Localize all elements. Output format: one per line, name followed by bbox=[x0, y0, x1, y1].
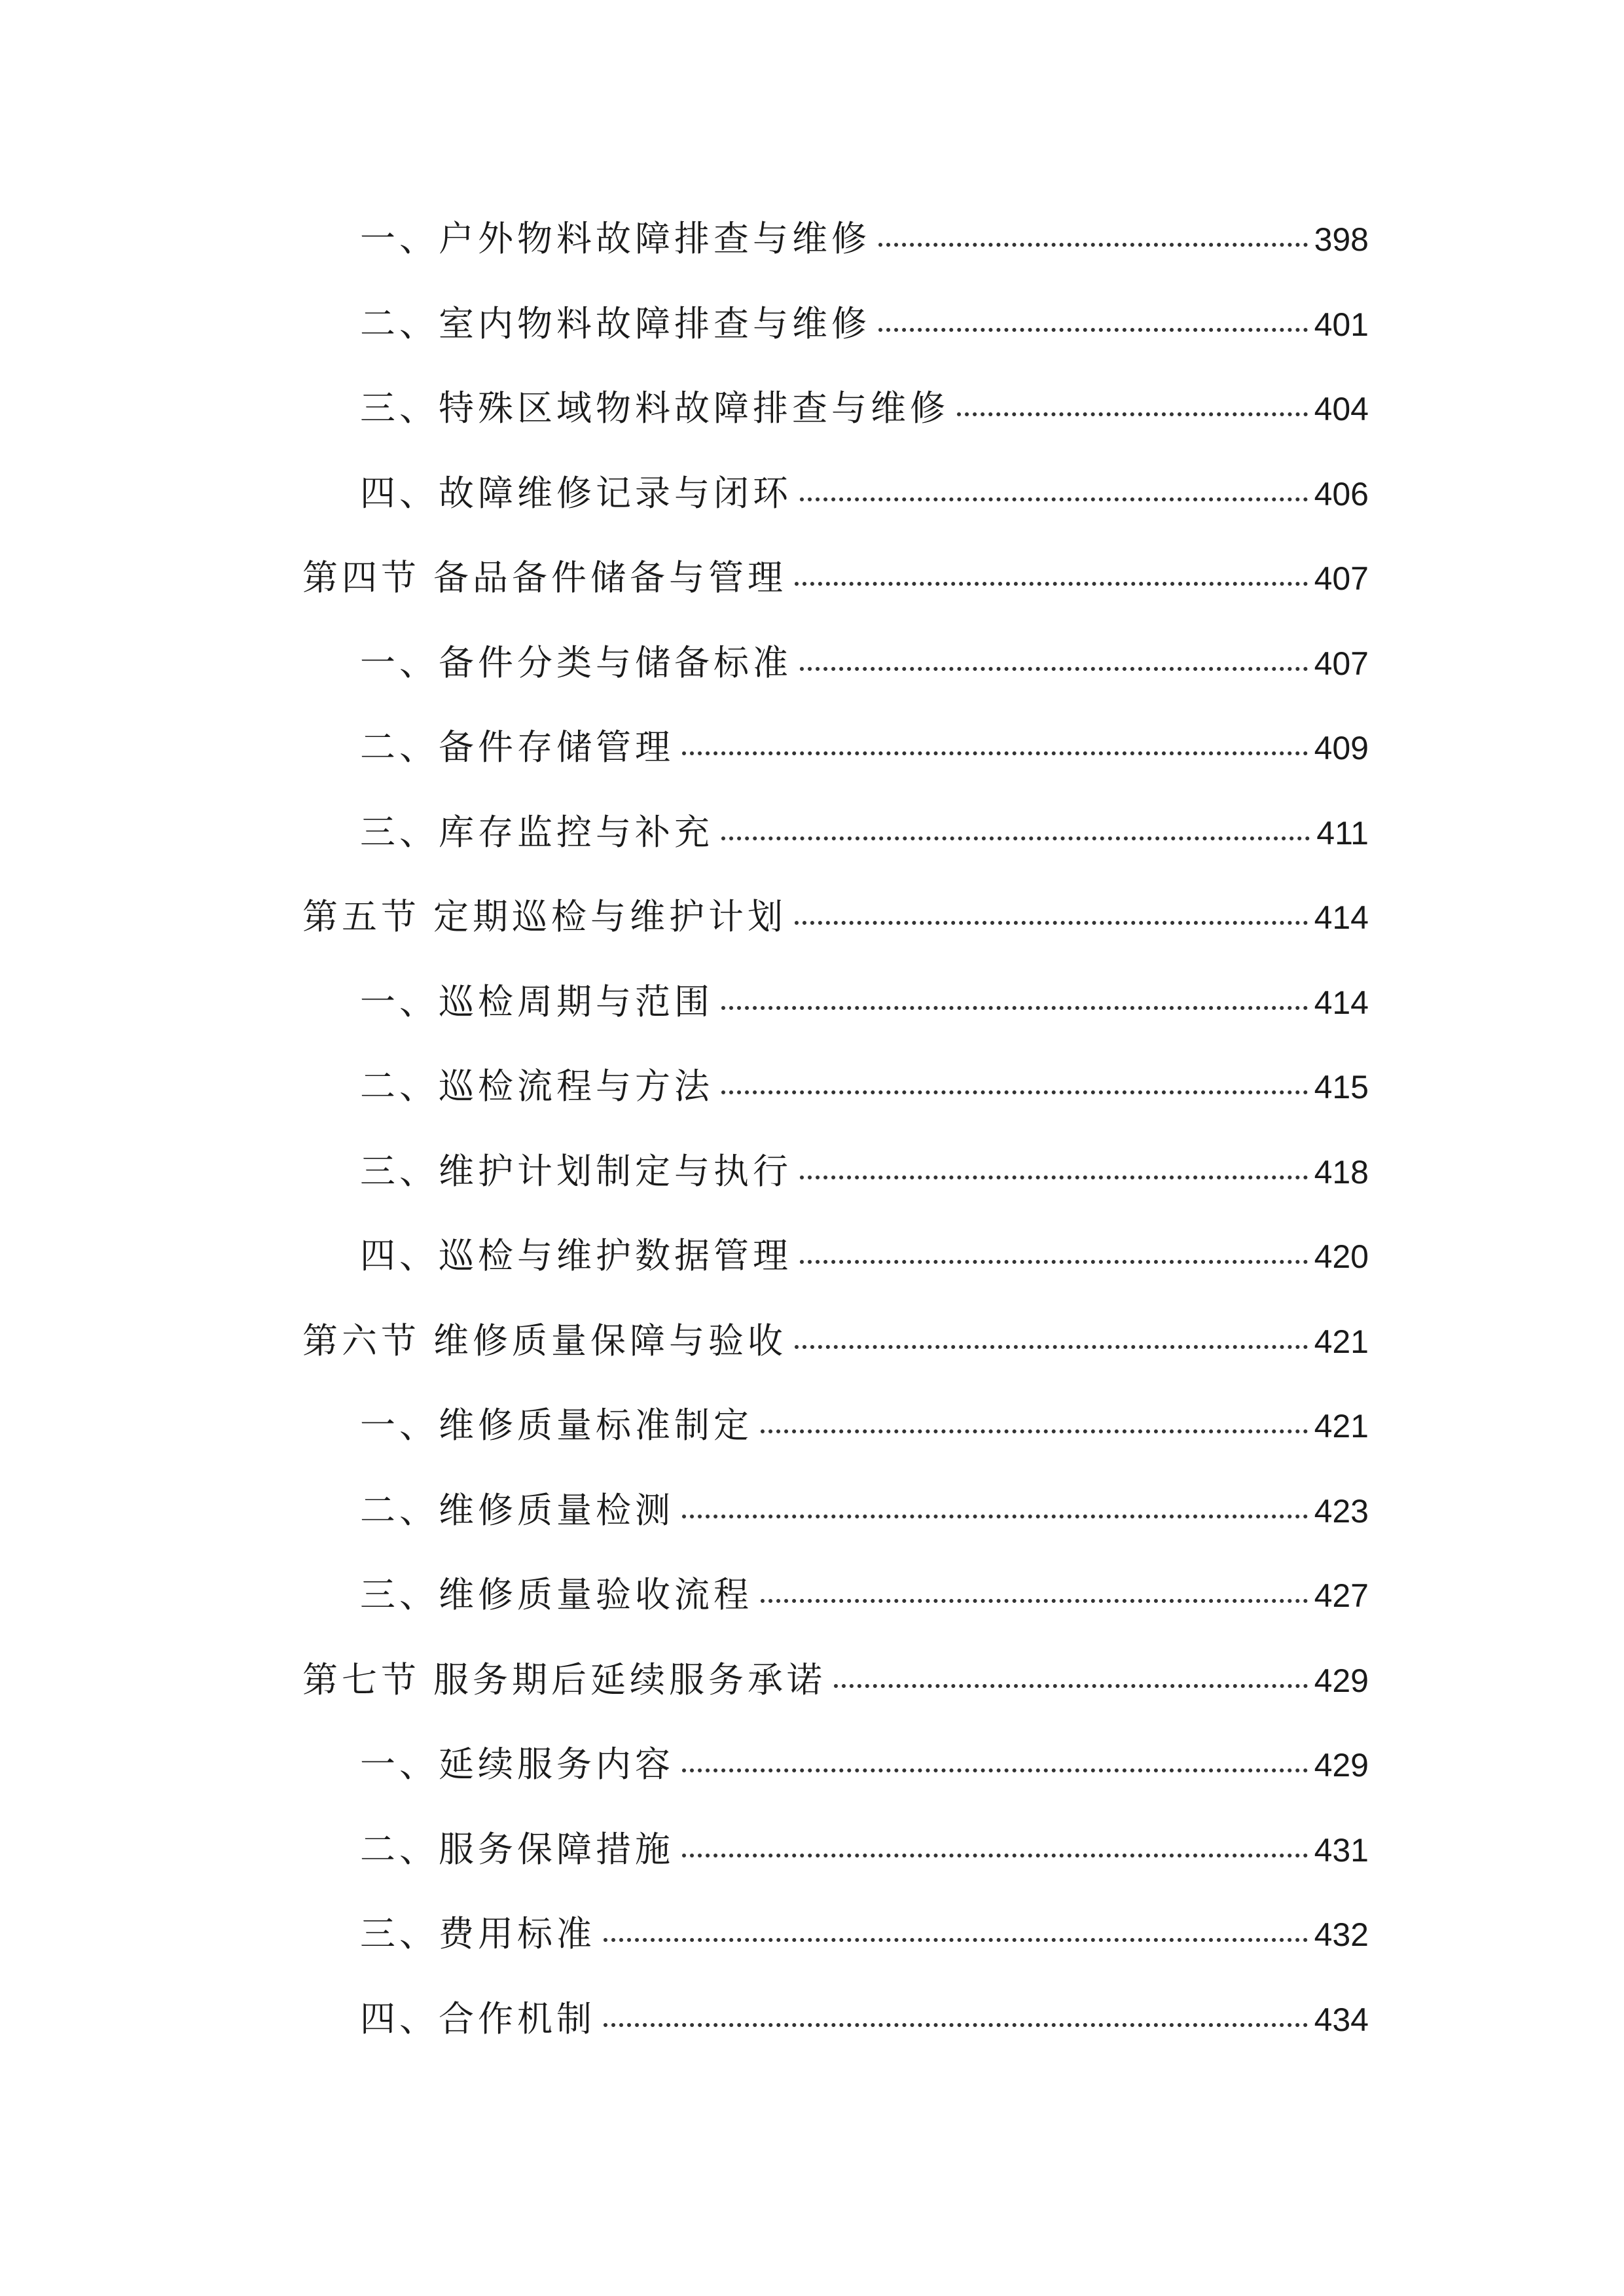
page-number: 407 bbox=[1314, 560, 1369, 597]
toc-entry-title: 服务保障措施 bbox=[439, 1829, 674, 1870]
dot-leader bbox=[721, 1090, 1308, 1094]
dot-leader bbox=[795, 1345, 1308, 1349]
item-number: 一、 bbox=[360, 218, 439, 259]
toc-entry-label bbox=[302, 891, 787, 943]
toc-entry-label bbox=[360, 637, 792, 689]
section-number: 第五节 bbox=[302, 896, 420, 937]
toc-entry-title: 定期巡检与维护计划 bbox=[433, 896, 787, 937]
item-number: 三、 bbox=[360, 1913, 439, 1954]
page-number: 398 bbox=[1314, 221, 1369, 258]
toc-entry-title: 巡检流程与方法 bbox=[439, 1066, 713, 1107]
item-number: 四、 bbox=[360, 1235, 439, 1276]
toc-item-entry[interactable] bbox=[360, 213, 1369, 265]
toc-entry-label bbox=[302, 1315, 787, 1367]
toc-entry-label bbox=[302, 1654, 826, 1706]
page-number: 409 bbox=[1314, 730, 1369, 766]
section-number: 第四节 bbox=[302, 557, 420, 598]
toc-entry-title: 备件存储管理 bbox=[439, 726, 674, 768]
dot-leader bbox=[800, 1260, 1308, 1264]
toc-entry-label bbox=[360, 1823, 674, 1876]
toc-section-entry[interactable] bbox=[302, 552, 1369, 604]
dot-leader bbox=[795, 921, 1308, 925]
item-number: 三、 bbox=[360, 1574, 439, 1615]
toc-item-entry[interactable] bbox=[360, 382, 1369, 435]
toc-item-entry[interactable] bbox=[360, 298, 1369, 350]
toc-item-entry[interactable] bbox=[360, 806, 1369, 859]
toc-entry-title: 维修质量保障与验收 bbox=[433, 1320, 787, 1361]
dot-leader bbox=[800, 667, 1308, 671]
toc-entry-label bbox=[360, 1569, 753, 1621]
toc-entry-label bbox=[360, 721, 674, 774]
dot-leader bbox=[682, 1768, 1308, 1772]
dot-leader bbox=[795, 582, 1308, 586]
toc-entry-title: 维护计划制定与执行 bbox=[439, 1151, 792, 1192]
toc-item-entry[interactable] bbox=[360, 637, 1369, 689]
toc-entry-label bbox=[360, 1993, 596, 2045]
toc-entry-label bbox=[360, 1230, 792, 1282]
toc-entry-title: 故障维修记录与闭环 bbox=[439, 473, 792, 514]
dot-leader bbox=[800, 1175, 1308, 1179]
page-number: 406 bbox=[1314, 476, 1369, 512]
dot-leader bbox=[800, 497, 1308, 501]
dot-leader bbox=[834, 1684, 1308, 1688]
page-number: 434 bbox=[1314, 2001, 1369, 2038]
dot-leader bbox=[682, 1515, 1308, 1518]
toc-entry-label bbox=[360, 382, 949, 435]
dot-leader bbox=[761, 1599, 1308, 1603]
item-number: 二、 bbox=[360, 303, 439, 344]
toc-entry-title: 维修质量标准制定 bbox=[439, 1405, 753, 1446]
item-number: 二、 bbox=[360, 1490, 439, 1531]
dot-leader bbox=[878, 243, 1308, 247]
toc-entry-label bbox=[302, 552, 787, 604]
toc-section-entry[interactable] bbox=[302, 891, 1369, 943]
toc-item-entry[interactable] bbox=[360, 1908, 1369, 1960]
dot-leader bbox=[682, 751, 1308, 755]
toc-item-entry[interactable] bbox=[360, 1569, 1369, 1621]
page-number: 407 bbox=[1314, 645, 1369, 682]
toc-item-entry[interactable] bbox=[360, 467, 1369, 520]
dot-leader bbox=[721, 1006, 1308, 1010]
page-number: 429 bbox=[1314, 1747, 1369, 1784]
toc-entry-label bbox=[360, 976, 713, 1028]
toc-item-entry[interactable] bbox=[360, 1230, 1369, 1282]
section-number: 第七节 bbox=[302, 1659, 420, 1700]
page-number: 431 bbox=[1314, 1832, 1369, 1869]
item-number: 一、 bbox=[360, 642, 439, 683]
page-number: 415 bbox=[1314, 1069, 1369, 1105]
page-number: 421 bbox=[1314, 1323, 1369, 1360]
item-number: 二、 bbox=[360, 726, 439, 768]
dot-leader bbox=[721, 836, 1310, 840]
toc-entry-title: 巡检周期与范围 bbox=[439, 981, 713, 1022]
item-number: 二、 bbox=[360, 1829, 439, 1870]
toc-entry-title: 维修质量验收流程 bbox=[439, 1574, 753, 1615]
page-number: 420 bbox=[1314, 1238, 1369, 1275]
toc-item-entry[interactable] bbox=[360, 1484, 1369, 1537]
toc-item-entry[interactable] bbox=[360, 976, 1369, 1028]
toc-entry-title: 延续服务内容 bbox=[439, 1744, 674, 1785]
toc-entry-title: 巡检与维护数据管理 bbox=[439, 1235, 792, 1276]
item-number: 四、 bbox=[360, 1998, 439, 2039]
page-number: 423 bbox=[1314, 1493, 1369, 1530]
item-number: 二、 bbox=[360, 1066, 439, 1107]
toc-item-entry[interactable] bbox=[360, 1399, 1369, 1452]
toc-entry-label bbox=[360, 1060, 713, 1113]
toc-entry-title: 户外物料故障排查与维修 bbox=[439, 218, 871, 259]
dot-leader bbox=[682, 1854, 1308, 1857]
page-number: 421 bbox=[1314, 1408, 1369, 1444]
page-number: 418 bbox=[1314, 1154, 1369, 1191]
item-number: 一、 bbox=[360, 1744, 439, 1785]
toc-item-entry[interactable] bbox=[360, 1145, 1369, 1198]
page-number: 432 bbox=[1314, 1916, 1369, 1953]
page-number: 427 bbox=[1314, 1577, 1369, 1614]
toc-item-entry[interactable] bbox=[360, 1738, 1369, 1791]
page-number: 401 bbox=[1314, 306, 1369, 343]
item-number: 三、 bbox=[360, 812, 439, 853]
item-number: 一、 bbox=[360, 981, 439, 1022]
toc-entry-label bbox=[360, 1145, 792, 1198]
toc-entry-label bbox=[360, 298, 871, 350]
item-number: 三、 bbox=[360, 387, 439, 429]
toc-entry-title: 合作机制 bbox=[439, 1998, 596, 2039]
toc-section-entry[interactable] bbox=[302, 1654, 1369, 1706]
item-number: 四、 bbox=[360, 473, 439, 514]
page-number: 404 bbox=[1314, 391, 1369, 427]
page-number: 414 bbox=[1314, 984, 1369, 1021]
dot-leader bbox=[878, 328, 1308, 332]
toc-entry-label bbox=[360, 806, 713, 859]
toc-entry-label bbox=[360, 1484, 674, 1537]
toc-entry-title: 备件分类与储备标准 bbox=[439, 642, 792, 683]
item-number: 三、 bbox=[360, 1151, 439, 1192]
item-number: 一、 bbox=[360, 1405, 439, 1446]
page-number: 414 bbox=[1314, 899, 1369, 936]
toc-section-entry[interactable] bbox=[302, 1315, 1369, 1367]
toc-entry-title: 室内物料故障排查与维修 bbox=[439, 303, 871, 344]
toc-item-entry[interactable] bbox=[360, 721, 1369, 774]
section-number: 第六节 bbox=[302, 1320, 420, 1361]
toc-entry-label bbox=[360, 1399, 753, 1452]
toc-item-entry[interactable] bbox=[360, 1060, 1369, 1113]
toc-item-entry[interactable] bbox=[360, 1823, 1369, 1876]
toc-entry-label bbox=[360, 1738, 674, 1791]
toc-entry-label bbox=[360, 213, 871, 265]
toc-entry-title: 费用标准 bbox=[439, 1913, 596, 1954]
toc-entry-title: 库存监控与补充 bbox=[439, 812, 713, 853]
dot-leader bbox=[761, 1429, 1308, 1433]
toc-entry-label bbox=[360, 467, 792, 520]
toc-entry-title: 维修质量检测 bbox=[439, 1490, 674, 1531]
dot-leader bbox=[604, 2023, 1308, 2027]
page-number: 429 bbox=[1314, 1662, 1369, 1699]
toc-item-entry[interactable] bbox=[360, 1993, 1369, 2045]
toc-entry-title: 备品备件储备与管理 bbox=[433, 557, 787, 598]
toc-entry-title: 特殊区域物料故障排查与维修 bbox=[439, 387, 949, 429]
page-number: 411 bbox=[1316, 815, 1369, 852]
toc-entry-title: 服务期后延续服务承诺 bbox=[433, 1659, 826, 1700]
dot-leader bbox=[604, 1938, 1308, 1942]
toc-entry-label bbox=[360, 1908, 596, 1960]
dot-leader bbox=[957, 412, 1308, 416]
